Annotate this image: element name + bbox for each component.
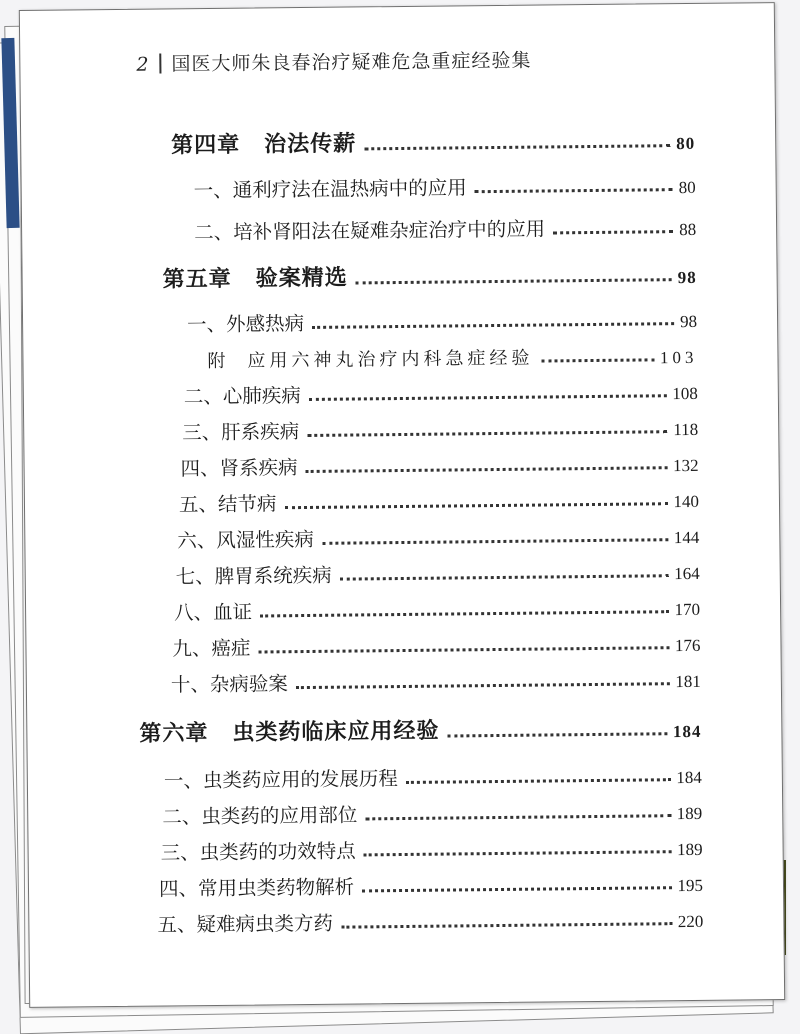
toc-chapter-row[interactable] bbox=[139, 712, 701, 748]
dot-leader bbox=[406, 778, 671, 784]
dot-leader bbox=[306, 466, 667, 473]
toc-section-row[interactable] bbox=[164, 758, 702, 794]
page-ref: 80 bbox=[678, 177, 696, 198]
toc-section-row[interactable] bbox=[187, 302, 697, 337]
page-ref: 189 bbox=[677, 839, 703, 860]
section-title: 三、肝系疾病 bbox=[182, 420, 300, 445]
page-ref: 184 bbox=[672, 721, 702, 742]
page-ref: 189 bbox=[676, 803, 703, 824]
toc-section-row[interactable] bbox=[172, 626, 700, 662]
toc-page bbox=[19, 2, 785, 1008]
section-title: 六、风湿性疾病 bbox=[177, 527, 314, 553]
page-ref: 144 bbox=[673, 527, 700, 548]
dot-leader bbox=[356, 278, 672, 284]
toc-section-row[interactable] bbox=[160, 830, 702, 866]
toc-section-row[interactable] bbox=[182, 410, 698, 445]
page-ref: 176 bbox=[674, 635, 701, 656]
chapter-title: 治法传薪 bbox=[264, 130, 357, 158]
dot-leader bbox=[285, 502, 668, 509]
chapter-number: 第五章 bbox=[162, 265, 232, 293]
section-title: 二、虫类药的应用部位 bbox=[162, 803, 358, 829]
section-title: 一、虫类药应用的发展历程 bbox=[163, 767, 399, 793]
toc-section-row[interactable] bbox=[194, 168, 696, 203]
page-ref: 170 bbox=[674, 599, 701, 620]
section-title: 一、外感热病 bbox=[186, 312, 305, 337]
dot-leader bbox=[322, 538, 668, 545]
section-title: 三、虫类药的功效特点 bbox=[160, 839, 356, 865]
chapter-number: 第四章 bbox=[171, 131, 241, 159]
page-ref: 195 bbox=[677, 875, 704, 896]
dot-leader bbox=[364, 144, 670, 150]
dot-leader bbox=[541, 358, 654, 362]
section-title: 五、结节病 bbox=[178, 492, 277, 517]
dot-leader bbox=[341, 922, 672, 928]
page-ref: 184 bbox=[676, 767, 702, 788]
dot-leader bbox=[309, 394, 666, 401]
section-title: 二、心肺疾病 bbox=[183, 384, 301, 409]
running-header bbox=[136, 46, 531, 77]
section-title: 四、常用虫类药物解析 bbox=[158, 875, 355, 901]
chapter-number: 第六章 bbox=[139, 720, 209, 747]
page-ref: 118 bbox=[673, 419, 699, 440]
page-ref: 132 bbox=[673, 455, 699, 476]
dot-leader bbox=[307, 430, 667, 437]
section-title: 二、培补肾阳法在疑难杂症治疗中的应用 bbox=[194, 217, 546, 245]
page-ref: 220 bbox=[677, 911, 704, 932]
toc-section-row[interactable] bbox=[176, 554, 700, 589]
page-ref: 88 bbox=[679, 219, 697, 240]
toc-appendix-row[interactable] bbox=[207, 338, 697, 373]
dot-leader bbox=[340, 574, 668, 580]
dot-leader bbox=[259, 646, 669, 653]
chapter-title: 验案精选 bbox=[255, 264, 348, 292]
section-title: 七、脾胃系统疾病 bbox=[175, 563, 332, 589]
toc-section-row[interactable] bbox=[194, 210, 696, 245]
dot-leader bbox=[296, 682, 669, 689]
section-title: 四、肾系疾病 bbox=[180, 456, 298, 481]
toc-section-row[interactable] bbox=[184, 374, 698, 409]
chapter-title: 虫类药临床应用经验 bbox=[232, 717, 440, 746]
toc-section-row[interactable] bbox=[180, 446, 698, 481]
page-ref: 108 bbox=[672, 383, 698, 404]
dot-leader bbox=[447, 732, 666, 737]
dot-leader bbox=[365, 814, 670, 820]
dot-leader bbox=[362, 886, 671, 892]
page-ref: 140 bbox=[673, 491, 700, 512]
appendix-marker: 附 bbox=[207, 350, 230, 373]
toc-chapter-row[interactable] bbox=[171, 124, 695, 159]
section-title: 九、癌症 bbox=[172, 636, 251, 661]
book-title: 国医大师朱良春治疗疑难危急重症经验集 bbox=[171, 49, 532, 76]
dot-leader bbox=[475, 188, 673, 193]
dot-leader bbox=[312, 322, 674, 329]
section-title: 八、血证 bbox=[173, 600, 253, 625]
dot-leader bbox=[364, 850, 671, 856]
toc-chapter-row[interactable] bbox=[162, 258, 696, 294]
dot-leader bbox=[553, 230, 673, 234]
page-ref: 98 bbox=[679, 311, 698, 332]
page-ref: 103 bbox=[659, 347, 698, 368]
section-title: 五、疑难病虫类方药 bbox=[157, 911, 334, 937]
appendix-title: 应用六神丸治疗内科急症经验 bbox=[247, 347, 534, 372]
page-ref: 80 bbox=[676, 133, 696, 154]
header-divider bbox=[159, 53, 161, 73]
toc-section-row[interactable] bbox=[162, 794, 702, 830]
page-ref: 98 bbox=[677, 267, 697, 288]
page-number: 2 bbox=[136, 53, 150, 76]
section-title: 一、通利疗法在温热病中的应用 bbox=[193, 176, 467, 203]
toc-section-row[interactable] bbox=[157, 902, 703, 938]
page-ref: 181 bbox=[675, 671, 701, 692]
toc-section-row[interactable] bbox=[171, 662, 701, 698]
toc-section-row[interactable] bbox=[174, 590, 700, 626]
page-ref: 164 bbox=[674, 563, 700, 584]
toc-section-row[interactable] bbox=[179, 482, 699, 517]
section-title: 十、杂病验案 bbox=[170, 672, 289, 697]
toc-section-row[interactable] bbox=[159, 866, 703, 902]
dot-leader bbox=[260, 610, 668, 617]
toc-section-row[interactable] bbox=[177, 518, 699, 553]
